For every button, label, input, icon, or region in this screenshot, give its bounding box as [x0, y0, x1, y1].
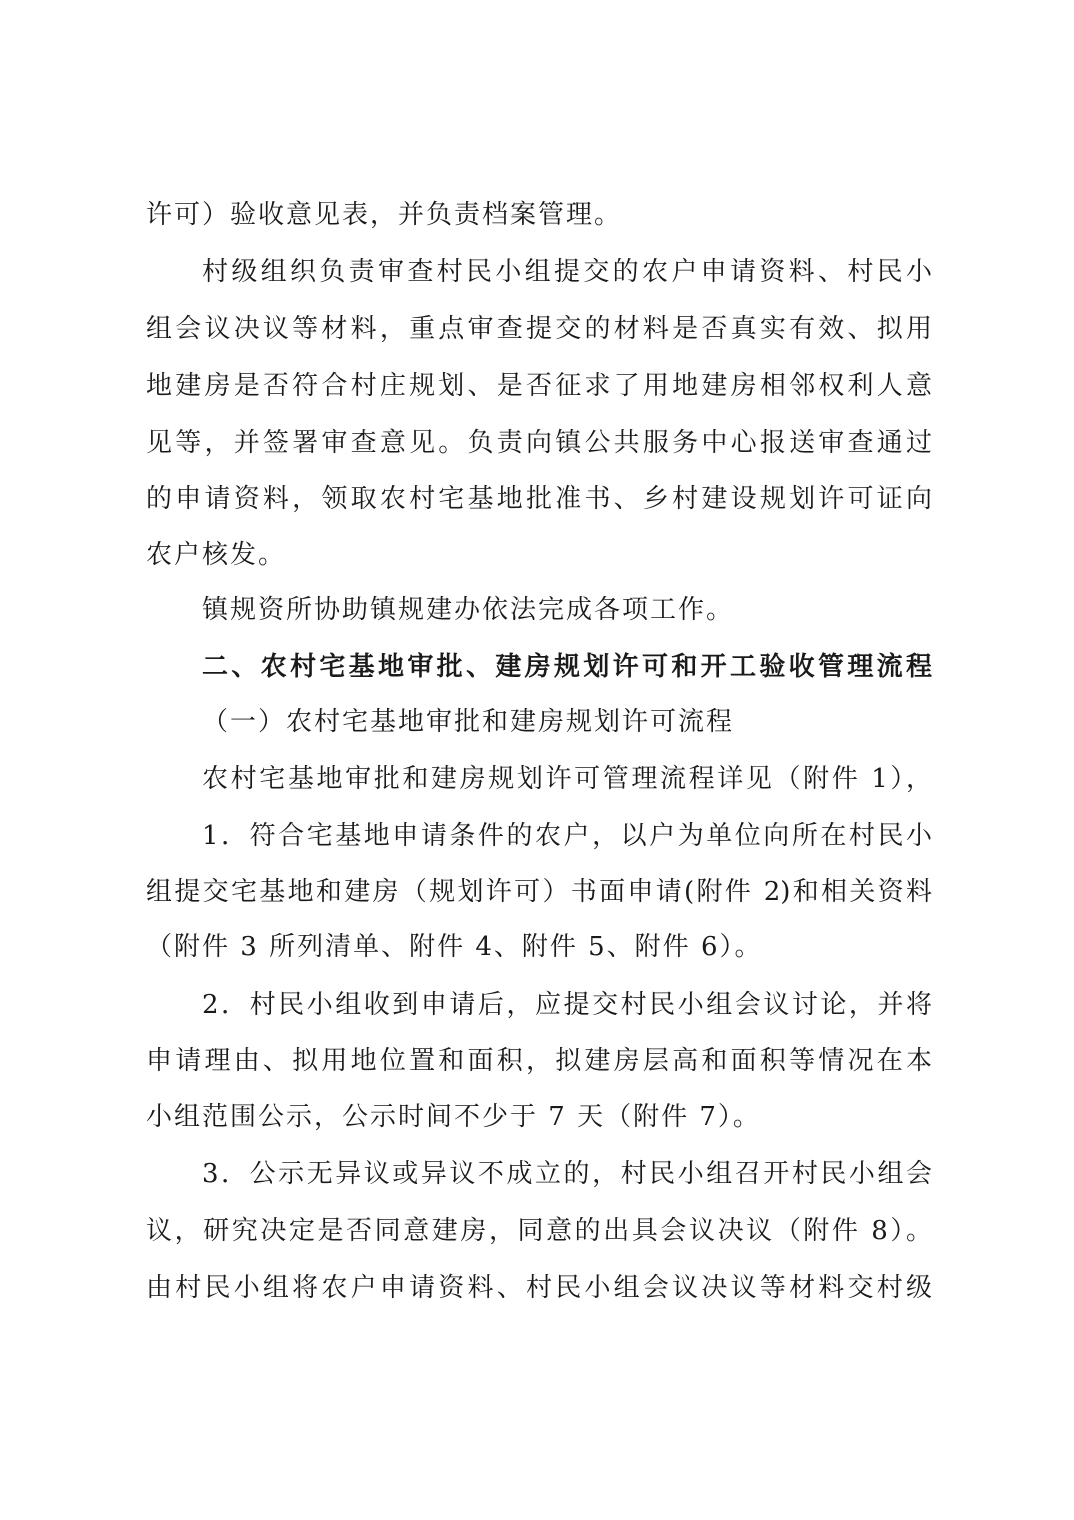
text-line: 村级组织负责审查村民小组提交的农户申请资料、村民小: [202, 257, 932, 287]
subsection-heading: （一）农村宅基地审批和建房规划许可流程: [202, 707, 735, 737]
text-line: 农村宅基地审批和建房规划许可管理流程详见（附件 1），: [202, 764, 932, 794]
text-line: 3．公示无异议或异议不成立的，村民小组召开村民小组会: [202, 1159, 932, 1189]
text-line: 2．村民小组收到申请后，应提交村民小组会议讨论，并将: [202, 990, 932, 1020]
text-line: 小组范围公示，公示时间不少于 7 天（附件 7）。: [146, 1102, 761, 1132]
text-line: 镇规资所协助镇规建办依法完成各项工作。: [202, 595, 735, 625]
text-line: 议，研究决定是否同意建房，同意的出具会议决议（附件 8）。: [146, 1216, 932, 1246]
text-line: 地建房是否符合村庄规划、是否征求了用地建房相邻权利人意: [146, 371, 932, 401]
text-line: 的申请资料，领取农村宅基地批准书、乡村建设规划许可证向: [146, 484, 932, 514]
text-line: 农户核发。: [146, 540, 287, 570]
text-line: 见等，并签署审查意见。负责向镇公共服务中心报送审查通过: [146, 428, 932, 458]
text-line: 由村民小组将农户申请资料、村民小组会议决议等材料交村级: [146, 1273, 932, 1303]
text-line: 组提交宅基地和建房（规划许可）书面申请(附件 2)和相关资料: [146, 877, 932, 907]
text-line: 1．符合宅基地申请条件的农户，以户为单位向所在村民小: [202, 821, 932, 851]
text-line: 组会议决议等材料，重点审查提交的材料是否真实有效、拟用: [146, 314, 932, 344]
text-line: （附件 3 所列清单、附件 4、附件 5、附件 6）。: [146, 932, 763, 962]
text-line: 许可）验收意见表，并负责档案管理。: [146, 200, 623, 230]
text-line: 申请理由、拟用地位置和面积，拟建房层高和面积等情况在本: [146, 1046, 932, 1076]
section-heading: 二、农村宅基地审批、建房规划许可和开工验收管理流程: [202, 652, 932, 682]
